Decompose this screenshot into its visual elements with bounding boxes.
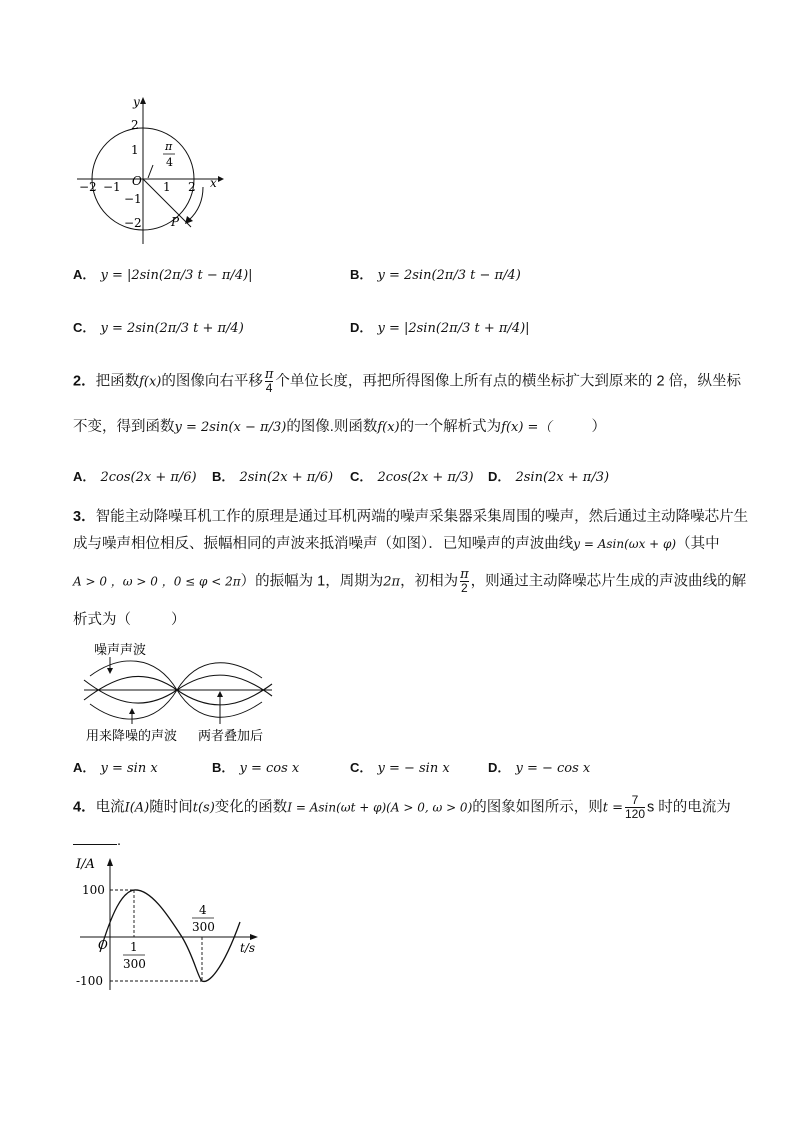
q3-option-c-letter: C． bbox=[350, 760, 373, 775]
q4-y-axis-label: I/A bbox=[76, 857, 95, 872]
q2-option-a-letter: A． bbox=[73, 469, 96, 484]
q4-t-num: 7 bbox=[625, 794, 645, 808]
q2-option-b-letter: B． bbox=[212, 469, 235, 484]
q2-text-c: 个单位长度，再把所得图像上所有点的横坐标扩大到原来的 2 倍，纵坐标 bbox=[275, 373, 742, 390]
q1-option-b-letter: B． bbox=[350, 267, 373, 282]
q4-func: I = Asin(ωt + φ)(A > 0, ω > 0) bbox=[287, 800, 473, 815]
q4-text-d: 的图象如图所示，则 bbox=[472, 799, 603, 816]
q2-option-b-expr: 2sin(2x + π/6) bbox=[239, 470, 334, 485]
q2-option-a[interactable] bbox=[73, 466, 197, 485]
q4-x-axis-label: t/s bbox=[240, 941, 256, 955]
q3-line1 bbox=[73, 505, 748, 526]
q1-origin: O bbox=[132, 174, 142, 188]
q4-number: 4． bbox=[73, 799, 96, 816]
q1-option-c-expr: y = 2sin(2π/3 t + π/4) bbox=[100, 321, 244, 336]
q3-wave-figure bbox=[80, 640, 280, 750]
q3-anti-label: 用来降噪的声波 bbox=[86, 729, 178, 744]
q4-text-b: 随时间 bbox=[149, 799, 193, 816]
q2-option-a-expr: 2cos(2x + π/6) bbox=[100, 470, 197, 485]
q2-text-f: 的一个解析式为 bbox=[399, 419, 502, 435]
q1-axis-x: x bbox=[210, 176, 217, 190]
q1-option-b-expr: y = 2sin(2π/3 t − π/4) bbox=[377, 268, 521, 283]
q1-option-b[interactable] bbox=[350, 264, 521, 283]
q1-angle-den: 4 bbox=[166, 156, 173, 169]
q4-text-c: 变化的函数 bbox=[214, 799, 288, 816]
q3-text-4: 析式为（ bbox=[73, 612, 131, 628]
q2-option-c-letter: C． bbox=[350, 469, 373, 484]
q1-tick-x2: 2 bbox=[188, 180, 196, 194]
q3-option-b[interactable] bbox=[212, 757, 299, 776]
q3-text-2b: （其中 bbox=[676, 536, 720, 552]
q3-text-3c: ，则通过主动降噪芯片生成的声波曲线的解 bbox=[470, 573, 747, 590]
q2-line2 bbox=[73, 415, 606, 436]
q2-option-c[interactable] bbox=[350, 466, 474, 485]
q2-number: 2． bbox=[73, 373, 96, 390]
q3-conditions: A > 0 ，ω > 0 ，0 ≤ φ < 2π bbox=[73, 574, 241, 589]
q1-option-c[interactable] bbox=[73, 317, 244, 336]
q4-answer-blank[interactable] bbox=[73, 830, 117, 845]
q1-tick-y2: 2 bbox=[131, 118, 139, 132]
q4-line2 bbox=[73, 830, 121, 849]
q3-phase-num: π bbox=[460, 567, 469, 582]
q1-tick-x1: 1 bbox=[163, 180, 171, 194]
q3-option-b-letter: B． bbox=[212, 760, 235, 775]
q1-tick-xm2: −2 bbox=[79, 180, 97, 194]
q4-text-a: 电流 bbox=[95, 799, 125, 816]
q3-phase-den: 2 bbox=[461, 581, 468, 595]
q2-close: ） bbox=[591, 419, 606, 435]
q3-close: ） bbox=[171, 612, 186, 628]
q2-option-d[interactable] bbox=[488, 466, 609, 485]
q4-current-graph bbox=[72, 852, 272, 992]
q1-option-a[interactable] bbox=[73, 264, 253, 283]
q3-option-c[interactable] bbox=[350, 757, 450, 776]
q3-option-a-expr: y = sin x bbox=[100, 761, 158, 776]
q2-fx: f(x) bbox=[139, 374, 162, 390]
q2-func: y = 2sin(x − π/3) bbox=[174, 420, 287, 435]
q4-current: I(A) bbox=[124, 800, 150, 816]
q3-text-3a: ）的振幅为 1，周期为 bbox=[240, 573, 384, 590]
q2-text-a: 把函数 bbox=[95, 373, 140, 390]
q2-line1 bbox=[73, 368, 741, 395]
q4-period: . bbox=[117, 833, 122, 849]
q2-text-e: 的图像.则函数 bbox=[286, 419, 378, 435]
q1-point-p: P bbox=[171, 215, 180, 229]
q3-noise-label: 噪声声波 bbox=[94, 643, 147, 658]
q3-line4 bbox=[73, 608, 186, 629]
q2-fx-eq: f(x) =（ bbox=[501, 420, 552, 435]
q3-option-c-expr: y = − sin x bbox=[377, 761, 450, 776]
q1-option-d[interactable] bbox=[350, 317, 530, 336]
q3-option-a-letter: A． bbox=[73, 760, 96, 775]
q1-tick-ym1: −1 bbox=[124, 192, 142, 206]
q1-axis-y: y bbox=[133, 95, 140, 109]
q3-number: 3． bbox=[73, 509, 96, 525]
q3-option-d-expr: y = − cos x bbox=[515, 761, 591, 776]
q2-option-d-letter: D． bbox=[488, 469, 511, 484]
q4-text-e: s 时的电流为 bbox=[647, 799, 731, 816]
q2-text-b: 的图像向右平移 bbox=[161, 373, 263, 390]
q1-option-d-letter: D． bbox=[350, 320, 373, 335]
q3-option-d-letter: D． bbox=[488, 760, 511, 775]
q3-sum-label: 两者叠加后 bbox=[198, 729, 264, 744]
q4-x1-den: 300 bbox=[123, 957, 146, 971]
q3-line2 bbox=[73, 532, 720, 553]
q1-tick-y1: 1 bbox=[131, 143, 139, 157]
q3-option-d[interactable] bbox=[488, 757, 590, 776]
q2-fx-2: f(x) bbox=[377, 420, 400, 435]
q4-time: t(s) bbox=[192, 800, 215, 816]
q1-tick-ym2: −2 bbox=[124, 216, 142, 230]
q4-line1 bbox=[73, 794, 731, 821]
q3-period: 2π bbox=[383, 574, 401, 590]
q2-option-d-expr: 2sin(2x + π/3) bbox=[515, 470, 610, 485]
q1-option-a-letter: A． bbox=[73, 267, 96, 282]
q2-text-d: 不变，得到函数 bbox=[73, 419, 175, 435]
q3-line3 bbox=[73, 568, 746, 595]
q1-option-c-letter: C． bbox=[73, 320, 96, 335]
q2-option-b[interactable] bbox=[212, 466, 333, 485]
q4-t-den: 120 bbox=[625, 807, 646, 821]
q3-text-3b: ，初相为 bbox=[400, 573, 459, 590]
q3-text-1: 智能主动降噪耳机工作的原理是通过耳机两端的噪声采集器采集周围的噪声，然后通过主动降噪芯片生 bbox=[95, 509, 749, 525]
q1-option-a-expr: y = |2sin(2π/3 t − π/4)| bbox=[100, 268, 253, 283]
q4-y-min: -100 bbox=[76, 974, 103, 988]
q2-shift-den: 4 bbox=[265, 381, 273, 395]
q3-option-a[interactable] bbox=[73, 757, 158, 776]
q2-option-c-expr: 2cos(2x + π/3) bbox=[377, 470, 474, 485]
q3-text-2a: 成与噪声相位相反、振幅相同的声波来抵消噪声（如图）．已知噪声的声波曲线 bbox=[73, 536, 574, 552]
q4-x2-num: 4 bbox=[199, 903, 207, 917]
q4-origin: O bbox=[98, 938, 108, 952]
q2-shift-num: π bbox=[264, 367, 274, 382]
q1-circle-figure bbox=[75, 92, 225, 247]
q3-func: y = Asin(ωx + φ) bbox=[573, 537, 677, 551]
q4-t-eq: t = bbox=[602, 800, 623, 816]
q1-option-d-expr: y = |2sin(2π/3 t + π/4)| bbox=[377, 321, 530, 336]
q3-option-b-expr: y = cos x bbox=[239, 761, 300, 776]
q1-angle-num: π bbox=[165, 140, 173, 153]
q4-x1-num: 1 bbox=[130, 940, 138, 954]
q1-tick-xm1: −1 bbox=[103, 180, 121, 194]
q4-y-max: 100 bbox=[82, 883, 105, 897]
q4-x2-den: 300 bbox=[192, 920, 215, 934]
